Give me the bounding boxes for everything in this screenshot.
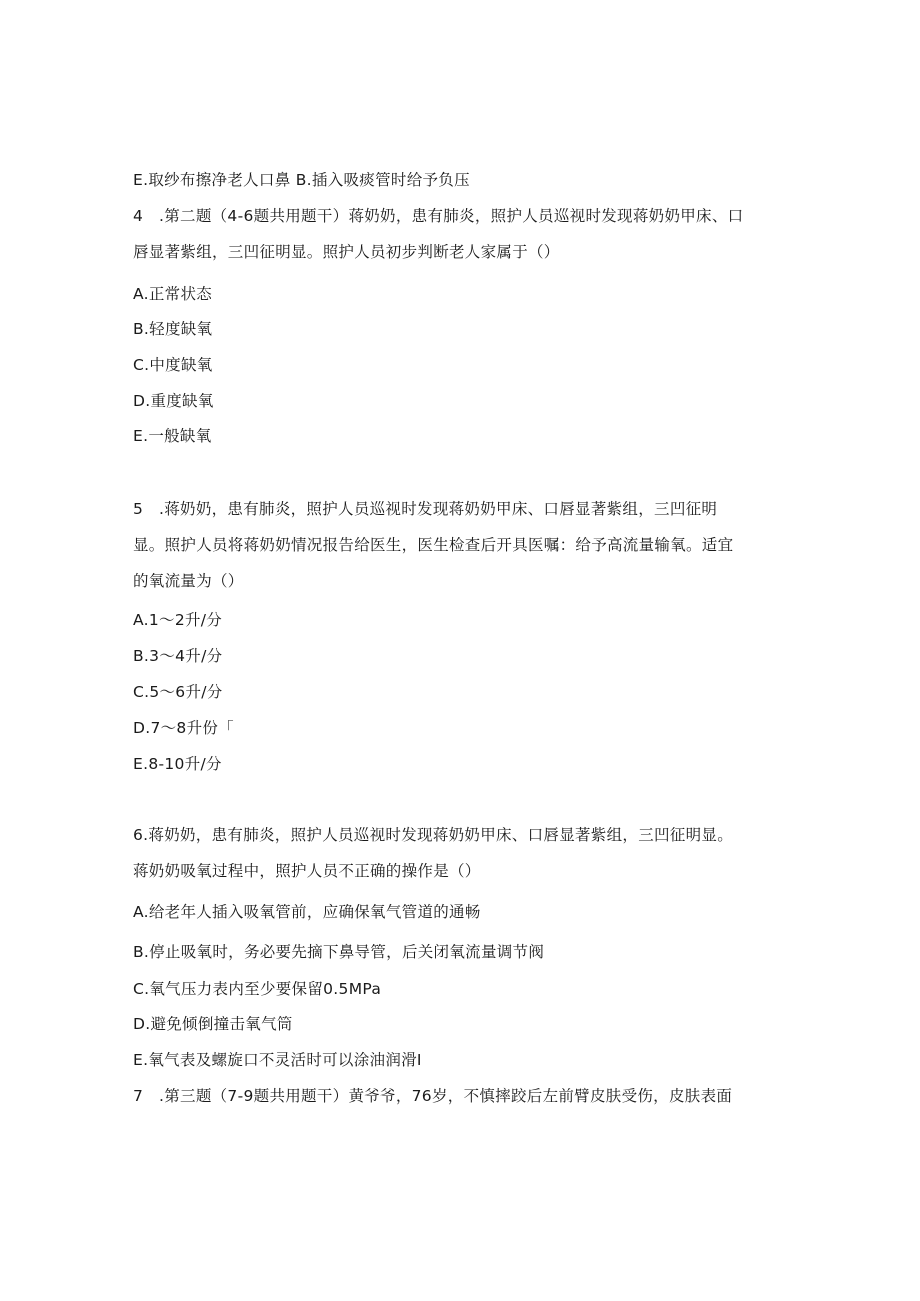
q4-option-d: D.重度缺氧 <box>133 392 214 410</box>
q6-line-1: 6.蒋奶奶，患有肺炎，照护人员巡视时发现蒋奶奶甲床、口唇显著紫组，三凹征明显。 <box>133 826 733 844</box>
q5-text-1: .蒋奶奶，患有肺炎，照护人员巡视时发现蒋奶奶甲床、口唇显著紫组，三凹征明 <box>159 500 718 518</box>
q4-line-2: 唇显著紫组，三凹征明显。照护人员初步判断老人家属于（） <box>133 243 560 261</box>
q6-option-e: E.氧气表及螺旋口不灵活时可以涂油润滑I <box>133 1051 422 1069</box>
q5-option-d: D.7～8升份「 <box>133 719 234 737</box>
prev-options-line: E.取纱布擦净老人口鼻 B.插入吸痰管时给予负压 <box>133 171 470 189</box>
q5-number: 5 <box>133 500 144 518</box>
q4-text-1: .第二题（4-6题共用题干）蒋奶奶，患有肺炎，照护人员巡视时发现蒋奶奶甲床、口 <box>159 207 744 225</box>
q6-option-c: C.氧气压力表内至少要保留0.5MPa <box>133 980 382 998</box>
q5-option-c: C.5～6升/分 <box>133 683 223 701</box>
q5-option-e: E.8-10升/分 <box>133 755 222 773</box>
q6-option-b: B.停止吸氧时，务必要先摘下鼻导管，后关闭氧流量调节阀 <box>133 943 545 961</box>
q6-option-a: A.给老年人插入吸氧管前，应确保氧气管道的通畅 <box>133 903 481 921</box>
q4-number: 4 <box>133 207 144 225</box>
q5-option-b: B.3～4升/分 <box>133 647 223 665</box>
q4-option-b: B.轻度缺氧 <box>133 320 213 338</box>
q5-option-a: A.1～2升/分 <box>133 611 223 629</box>
q5-line-3: 的氧流量为（） <box>133 572 244 590</box>
q7-number: 7 <box>133 1087 144 1105</box>
q6-option-d: D.避免倾倒撞击氧气筒 <box>133 1015 293 1033</box>
q7-line-1 <box>133 1086 732 1106</box>
q5-line-2: 显。照护人员将蒋奶奶情况报告给医生，医生检查后开具医嘱：给予高流量输氧。适宜 <box>133 536 734 554</box>
q4-option-c: C.中度缺氧 <box>133 356 213 374</box>
q4-line-1 <box>133 206 743 226</box>
q4-option-a: A.正常状态 <box>133 285 213 303</box>
q6-line-2: 蒋奶奶吸氧过程中，照护人员不正确的操作是（） <box>133 862 481 880</box>
q7-text-1: .第三题（7-9题共用题干）黄爷爷，76岁，不慎摔跤后左前臂皮肤受伤，皮肤表面 <box>159 1087 733 1105</box>
q5-line-1 <box>133 499 717 519</box>
q4-option-e: E.一般缺氧 <box>133 427 212 445</box>
